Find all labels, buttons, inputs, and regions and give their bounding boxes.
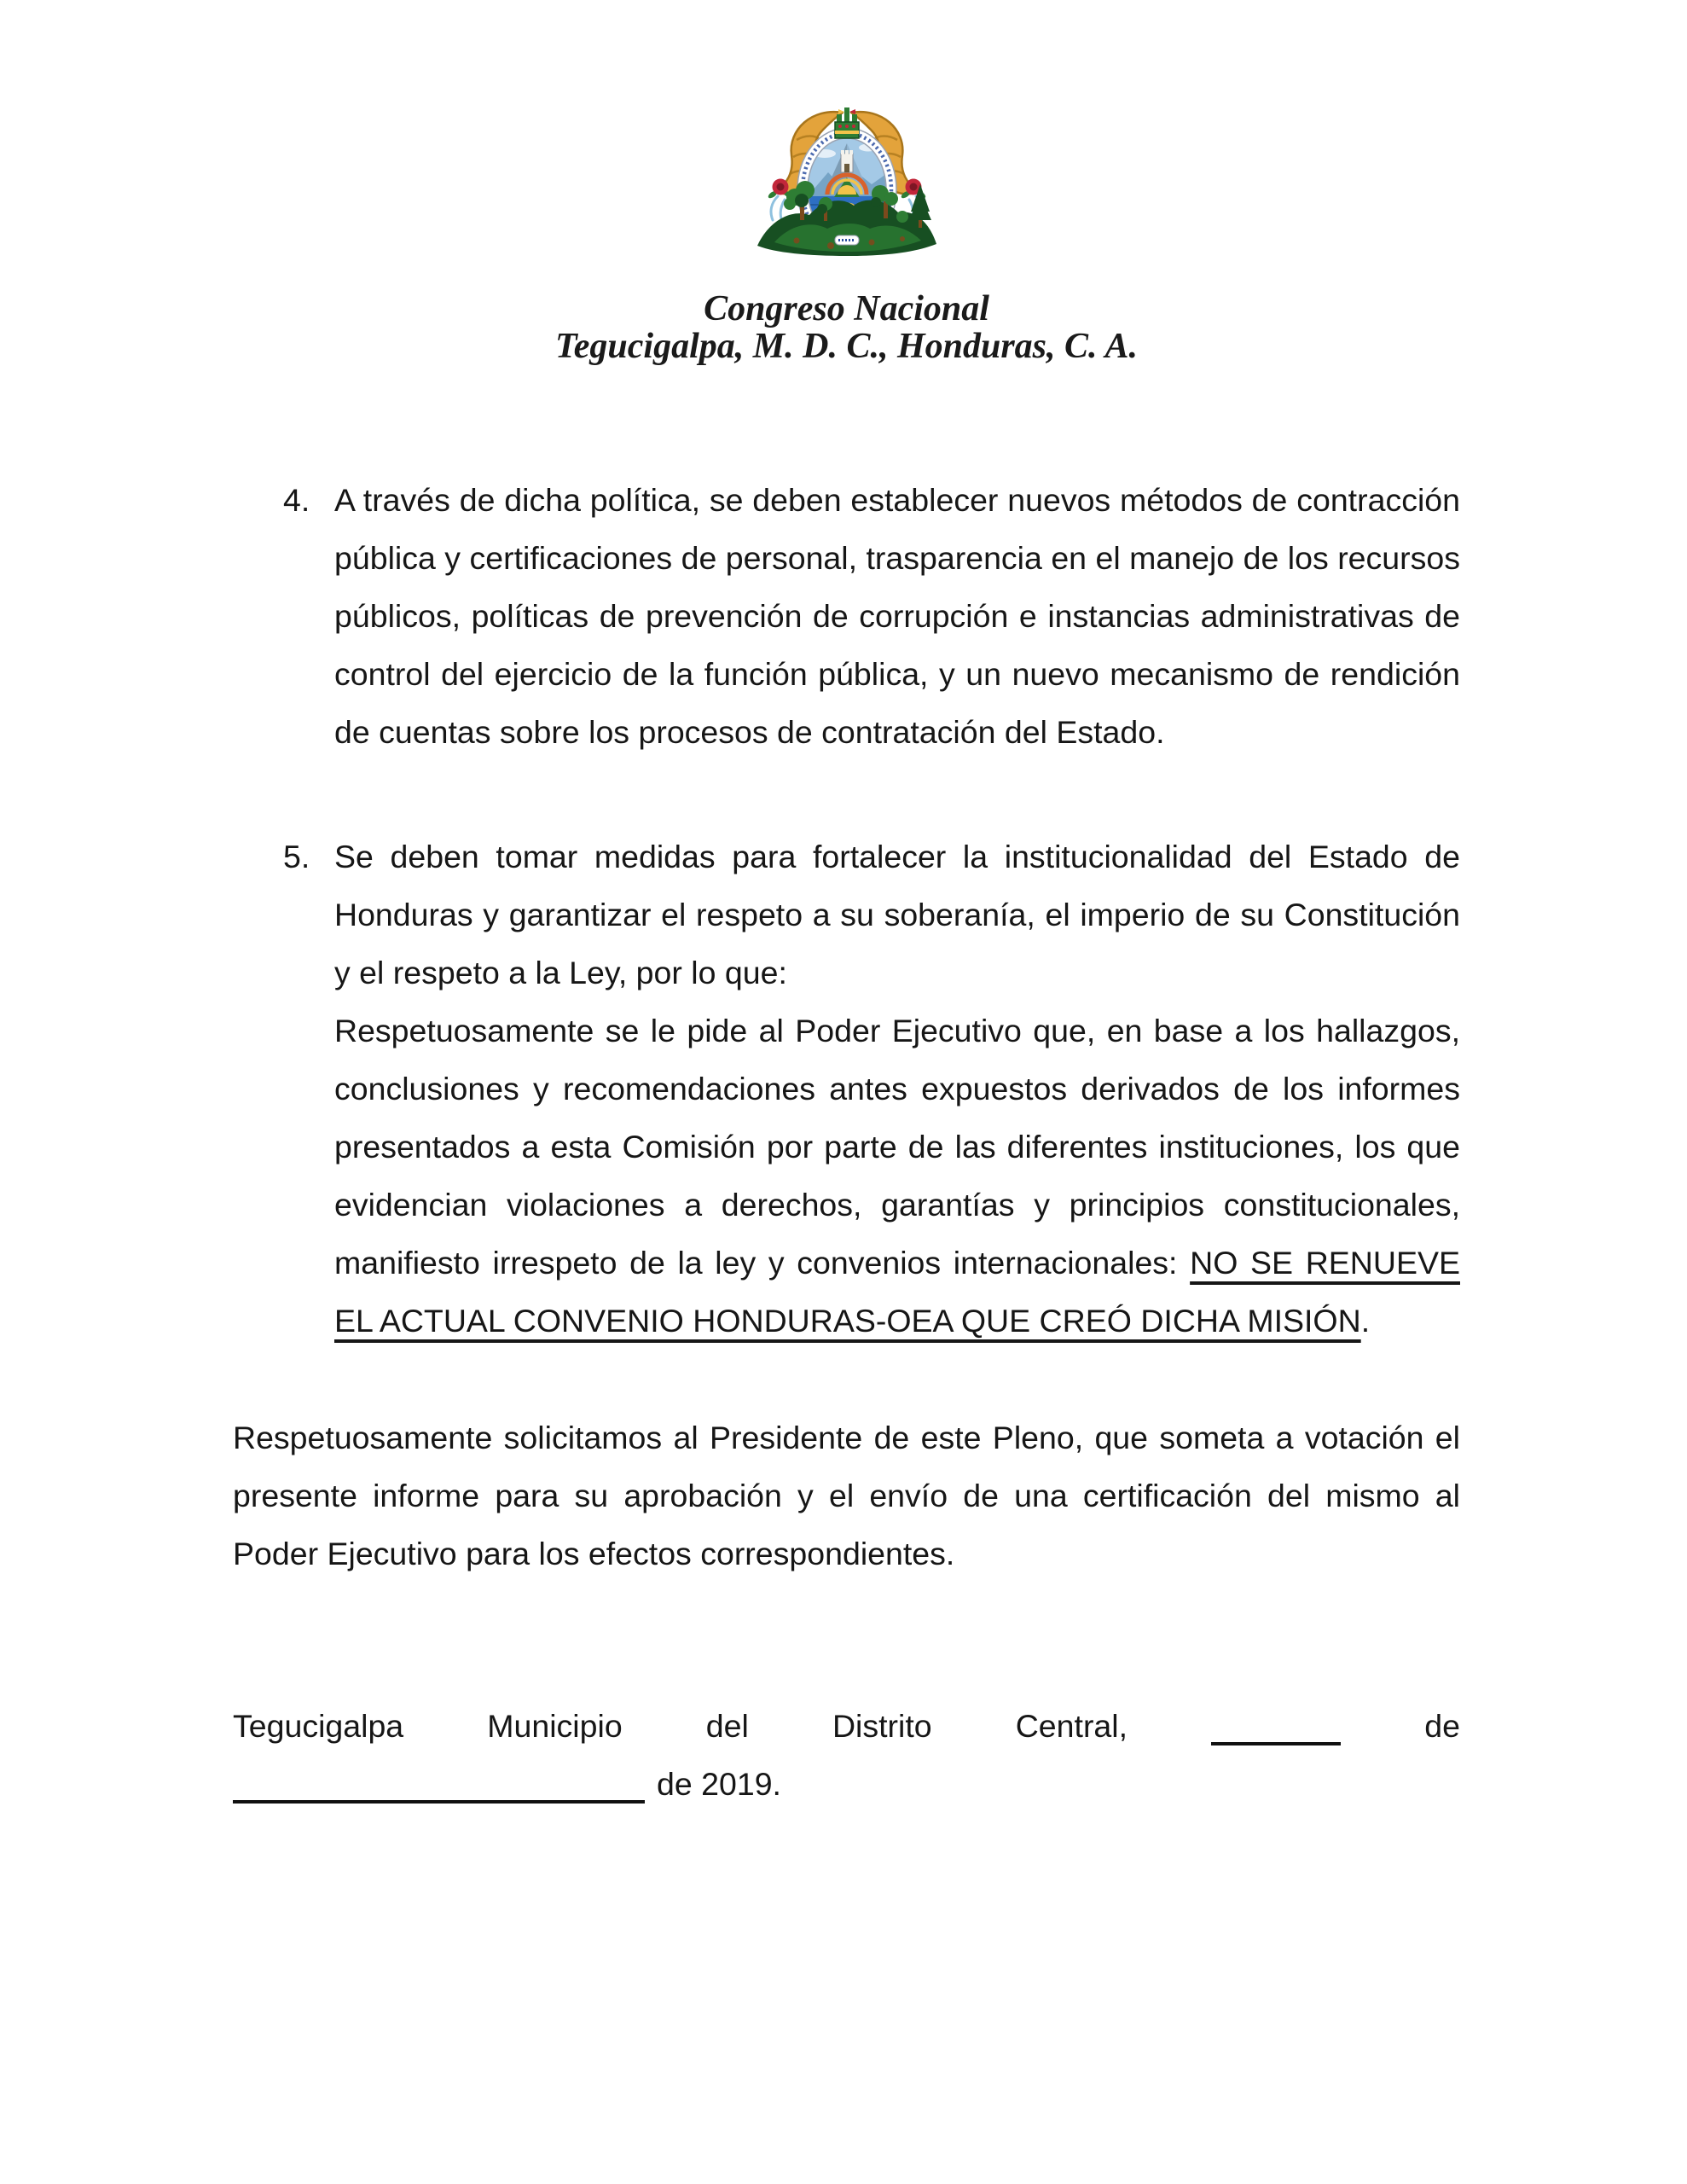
org-location-subtitle: Tegucigalpa, M. D. C., Honduras, C. A. [554,327,1138,366]
day-blank-field [1211,1710,1341,1745]
honduras-coat-of-arms-icon [752,101,942,256]
closing-paragraph: Respetuosamente solicitamos al Presidente de este Pleno, que someta a votación el presente informe para su aprobación y el envío de una certificación del mismo al Poder Ejecutivo para los efectos correspondientes. [233,1420,1460,1571]
list-item-4 [233,471,1460,761]
month-blank-field [233,1768,645,1804]
petition-emphasis-underlined: NO SE RENUEVE EL ACTUAL CONVENIO HONDURAS-OEA QUE CREÓ DICHA MISIÓN [334,1245,1460,1339]
dateline-line-2 [233,1755,1460,1813]
item-5-paragraph-intro: Se deben tomar medidas para fortalecer la institucionalidad del Estado de Honduras y garantizar el respeto a su soberanía, el imperio de su Constitución y el respeto a la Ley, por lo que: [334,839,1460,990]
petition-text: Respetuosamente se le pide al Poder Ejecutivo que, en base a los hallazgos, conclusiones y recomendaciones antes expuestos derivados de los informes presentados a esta Comisión por parte de las diferentes instituciones, los que evidencian violaciones a derechos, garantías y principios constitucionales, manifiesto irrespeto de la ley y convenios internacionales: [334,1013,1460,1281]
document-body [233,471,1460,1813]
petition-period: . [1360,1303,1371,1339]
tower-top-icon [835,107,859,138]
org-title: Congreso Nacional [704,289,989,328]
dateline-line-1 [233,1697,1460,1755]
dateline-city-text: Tegucigalpa Municipio del Distrito Central, [233,1708,1128,1744]
list-item-5 [233,828,1460,1350]
dateline-de-text: de [1424,1708,1461,1744]
item-4-paragraph: A través de dicha política, se deben establecer nuevos métodos de contracción pública y certificaciones de personal, trasparencia en el manejo de los recursos públicos, políticas de prevención de corrupción e instancias administrativas de control del ejercicio de la función pública, y un nuevo mecanismo de rendición de cuentas sobre los procesos de contratación del Estado. [334,482,1460,750]
mountains [757,200,936,256]
item-5-number: 5. [283,839,310,874]
dateline [233,1697,1460,1813]
item-5-paragraph-petition [334,1002,1460,1350]
dateline-year-text: de 2019. [657,1766,781,1802]
item-4-number: 4. [283,482,310,518]
date-band [835,235,859,245]
document-header [233,101,1460,365]
